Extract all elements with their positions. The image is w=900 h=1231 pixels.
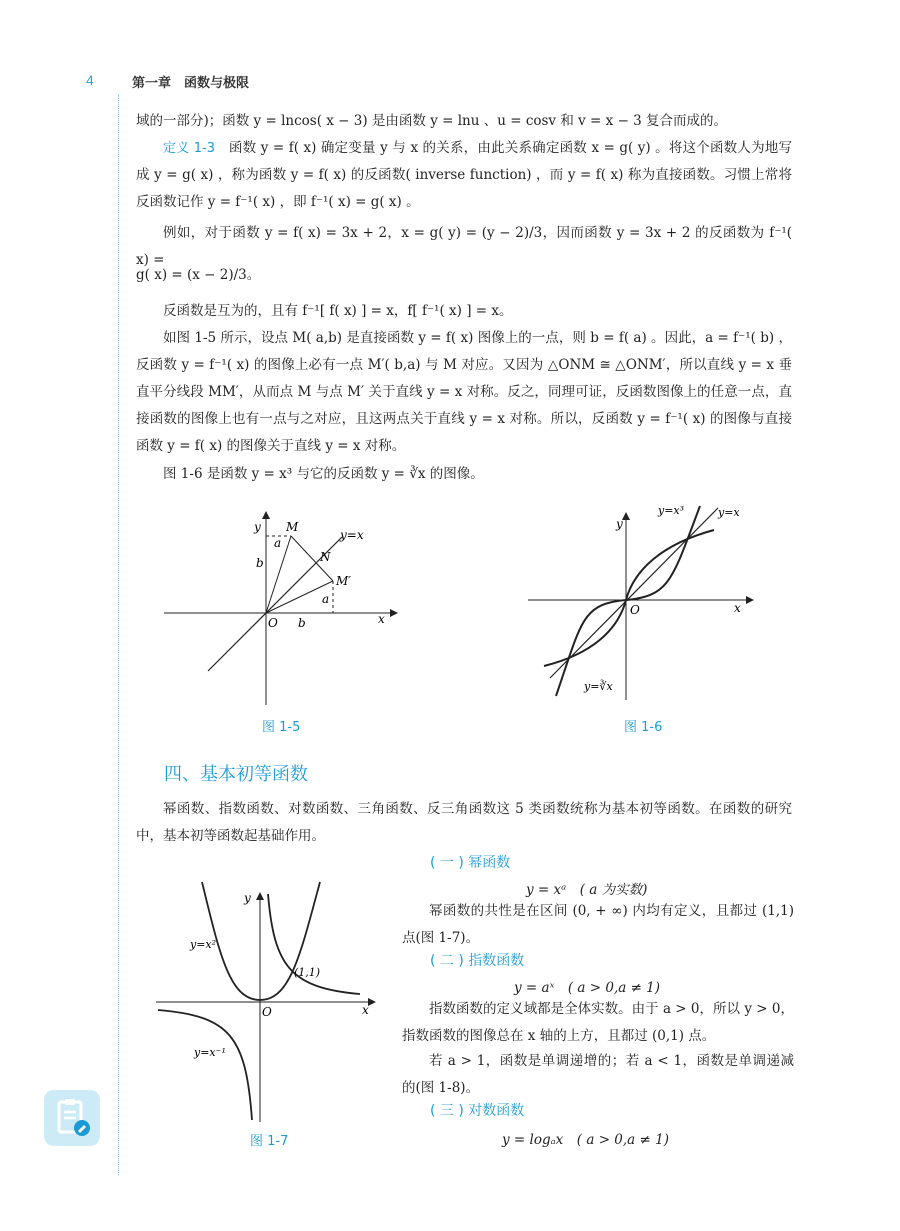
fig16-line-y-eq-x bbox=[550, 508, 718, 678]
figure-1-7 bbox=[150, 876, 380, 1126]
exponential-function-formula: y = aˣ ( a > 0,a ≠ 1) bbox=[514, 980, 661, 996]
fig16-label-line: y=x bbox=[718, 506, 740, 519]
fig15-label-line: y=x bbox=[340, 528, 364, 542]
definition-paragraph bbox=[136, 135, 792, 216]
fig17-label-sq: y=x² bbox=[190, 938, 217, 951]
figure-1-5-paragraph: 如图 1-5 所示，设点 M( a,b) 是直接函数 y = f( x) 图像上的一点，则 b = f( a) 。因此，a = f⁻¹( b) ，反函数 y = f⁻¹( x) 的图像上必有一点 M′( b,a) 与 M 对应。又因为 △ONM ≅ △ONM′，所以直线 y = x 垂直平分线段 MM′，从而点 M 与点 M′ 关于直线 y = x 对称。反之，同理可证，反函数图像上的任意一点，直接函数的图像上也有一点与之对应，且这两点关于直线 y = x 对称。所以，反函数 y = f⁻¹( x) 的图像与直接函数 y = f( x) 的图像关于直线 y = x 对称。 bbox=[136, 330, 792, 454]
fig15-label-a-right: a bbox=[322, 592, 330, 606]
figure-1-5 bbox=[160, 505, 400, 710]
inverse-property: 反函数是互为的，且有 f⁻¹[ f( x) ] = x，f[ f⁻¹( x) ] = x。 bbox=[163, 303, 513, 319]
definition-body: 函数 y = f( x) 确定变量 y 与 x 的关系，由此关系确定函数 x = g( y) 。将这个函数人为地写成 y = g( x) ，称为函数 y = f( x) 的反函数( inverse function) ，而 y = f( x) 称为直接函数。习惯上常将反函数记作 y = f⁻¹( x) ，即 f⁻¹( x) = g( x) 。 bbox=[136, 140, 792, 210]
fig15-label-y: y bbox=[254, 520, 261, 534]
fig17-curve-inverse-neg bbox=[158, 1010, 252, 1120]
power-function-formula: y = xᵃ ( a 为实数) bbox=[526, 882, 648, 898]
definition-label: 定义 1-3 bbox=[163, 141, 215, 156]
fig17-label-O: O bbox=[262, 1005, 272, 1019]
fig15-label-M: M bbox=[286, 520, 299, 534]
text-line-top: 域的一部分)；函数 y = lncos( x − 3) 是由函数 y = lnu 、u = cosv 和 v = x − 3 复合而成的。 bbox=[136, 113, 728, 129]
fig15-label-a-top: a bbox=[274, 536, 282, 550]
fig17-curve-inverse-pos bbox=[268, 894, 360, 994]
subsection-power-title: ( 一 ) 幂函数 bbox=[430, 855, 511, 871]
fig16-label-root: y=∛x bbox=[584, 680, 613, 693]
fig17-label-inv: y=x⁻¹ bbox=[194, 1046, 226, 1059]
exponential-function-body-2: 若 a > 1，函数是单调递增的；若 a < 1，函数是单调递减的(图 1-8)。 bbox=[402, 1053, 794, 1096]
figure-1-6-paragraph: 图 1-6 是函数 y = x³ 与它的反函数 y = ∛x 的图像。 bbox=[163, 466, 484, 482]
figure-1-6-caption: 图 1-6 bbox=[624, 720, 663, 735]
fig15-label-b-bottom: b bbox=[298, 616, 306, 630]
subsection-logarithm-title: ( 三 ) 对数函数 bbox=[430, 1103, 525, 1119]
section-title: 四、基本初等函数 bbox=[164, 764, 308, 785]
figure-1-6 bbox=[522, 500, 762, 705]
chapter-title: 第一章 函数与极限 bbox=[132, 76, 250, 91]
page-number: 4 bbox=[86, 72, 94, 88]
page-header bbox=[0, 68, 900, 92]
figure-1-7-caption: 图 1-7 bbox=[250, 1134, 289, 1149]
section-intro: 幂函数、指数函数、对数函数、三角函数、反三角函数这 5 类函数统称为基本初等函数。在函数的研究中，基本初等函数起基础作用。 bbox=[136, 801, 792, 844]
fig16-label-y: y bbox=[616, 517, 623, 531]
fig15-label-x: x bbox=[378, 612, 385, 626]
fig17-label-pt: (1,1) bbox=[294, 966, 321, 979]
fig16-label-cube: y=x³ bbox=[658, 504, 685, 517]
fig15-label-O: O bbox=[268, 616, 278, 630]
fig17-label-x: x bbox=[362, 1003, 369, 1017]
fig15-label-N: N bbox=[320, 550, 331, 564]
fig17-label-y: y bbox=[244, 891, 251, 905]
power-function-body: 幂函数的共性是在区间 (0, + ∞) 内均有定义，且都过 (1,1) 点(图 1-7)。 bbox=[402, 903, 794, 946]
example-line-2: g( x) = (x − 2)/3。 bbox=[136, 267, 261, 283]
fig16-label-O: O bbox=[630, 603, 640, 617]
example-line-1: 例如，对于函数 y = f( x) = 3x + 2，x = g( y) = (y − 2)/3，因而函数 y = 3x + 2 的反函数为 f⁻¹( x) = bbox=[136, 225, 792, 268]
figure-1-5-caption: 图 1-5 bbox=[262, 720, 301, 735]
fig16-curve-cube bbox=[556, 506, 700, 696]
logarithm-function-formula: y = logₐx ( a > 0,a ≠ 1) bbox=[502, 1132, 669, 1148]
exponential-function-body-1: 指数函数的定义域都是全体实数。由于 a > 0，所以 y > 0，指数函数的图像总在 x 轴的上方，且都过 (0,1) 点。 bbox=[402, 1001, 794, 1044]
fig16-label-x: x bbox=[734, 601, 741, 615]
subsection-exponential-title: ( 二 ) 指数函数 bbox=[430, 953, 525, 969]
fig15-label-b-left: b bbox=[256, 556, 264, 570]
note-icon[interactable] bbox=[44, 1090, 100, 1146]
fig15-label-M2: M′ bbox=[336, 574, 352, 588]
margin-dotted-line bbox=[118, 95, 119, 1175]
